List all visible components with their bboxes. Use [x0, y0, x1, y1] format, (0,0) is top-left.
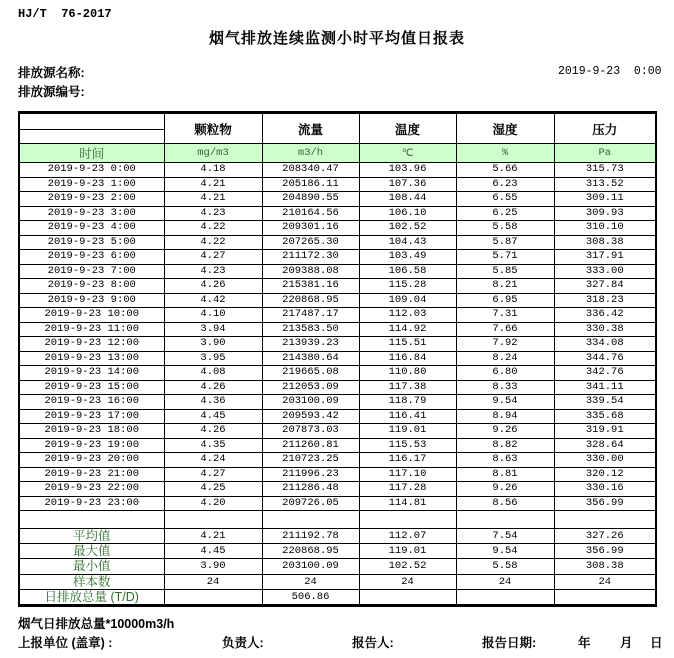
- value-cell: 7.66: [456, 322, 554, 337]
- value-cell: 203100.09: [262, 395, 359, 410]
- time-cell: 2019-9-23 20:00: [19, 453, 164, 468]
- time-cell: 2019-9-23 16:00: [19, 395, 164, 410]
- time-cell: [19, 511, 164, 529]
- value-cell: 308.38: [554, 235, 656, 250]
- value-cell: 4.24: [164, 453, 262, 468]
- value-cell: 313.52: [554, 177, 656, 192]
- value-cell: 211172.30: [262, 250, 359, 265]
- value-cell: 211286.48: [262, 482, 359, 497]
- value-cell: 215381.16: [262, 279, 359, 294]
- value-cell: 344.76: [554, 351, 656, 366]
- value-cell: 211996.23: [262, 467, 359, 482]
- value-cell: 110.80: [359, 366, 456, 381]
- time-cell: 2019-9-23 22:00: [19, 482, 164, 497]
- value-cell: 220868.95: [262, 293, 359, 308]
- value-cell: 339.54: [554, 395, 656, 410]
- value-cell: 6.95: [456, 293, 554, 308]
- time-cell: 2019-9-23 12:00: [19, 337, 164, 352]
- time-cell: 2019-9-23 19:00: [19, 438, 164, 453]
- summary-row: [19, 559, 656, 574]
- time-cell: 2019-9-23 17:00: [19, 409, 164, 424]
- value-cell: 341.11: [554, 380, 656, 395]
- value-cell: 310.10: [554, 221, 656, 236]
- time-cell: 2019-9-23 15:00: [19, 380, 164, 395]
- value-cell: 116.41: [359, 409, 456, 424]
- table-row: [19, 438, 656, 453]
- value-cell: 116.17: [359, 453, 456, 468]
- value-cell: 8.56: [456, 496, 554, 511]
- time-cell: 2019-9-23 9:00: [19, 293, 164, 308]
- value-cell: 319.91: [554, 424, 656, 439]
- table-row: [19, 467, 656, 482]
- summary-label: 最大值: [19, 544, 164, 559]
- value-cell: 9.54: [456, 544, 554, 559]
- time-cell: 2019-9-23 21:00: [19, 467, 164, 482]
- value-cell: 6.23: [456, 177, 554, 192]
- value-cell: 5.87: [456, 235, 554, 250]
- table-row: [19, 409, 656, 424]
- value-cell: 5.58: [456, 559, 554, 574]
- value-cell: 327.84: [554, 279, 656, 294]
- value-cell: 8.82: [456, 438, 554, 453]
- summary-row: [19, 589, 656, 605]
- summary-label: 日排放总量 (T/D): [19, 589, 164, 605]
- value-cell: 119.01: [359, 544, 456, 559]
- value-cell: 24: [554, 574, 656, 589]
- value-cell: 4.08: [164, 366, 262, 381]
- standard-code: HJ/T 76-2017: [18, 7, 112, 21]
- value-cell: 3.94: [164, 322, 262, 337]
- value-cell: 4.36: [164, 395, 262, 410]
- value-cell: 104.43: [359, 235, 456, 250]
- value-cell: [164, 589, 262, 605]
- value-cell: 4.23: [164, 264, 262, 279]
- report-unit-label: 上报单位 (盖章) :: [18, 636, 113, 650]
- value-cell: 115.51: [359, 337, 456, 352]
- table-row: [19, 482, 656, 497]
- table-row: [19, 293, 656, 308]
- value-cell: 8.24: [456, 351, 554, 366]
- value-cell: 6.80: [456, 366, 554, 381]
- value-cell: 308.38: [554, 559, 656, 574]
- report-datetime: 2019-9-23 0:00: [558, 65, 662, 78]
- table-row: [19, 337, 656, 352]
- value-cell: 209301.16: [262, 221, 359, 236]
- value-cell: 210164.56: [262, 206, 359, 221]
- value-cell: 315.73: [554, 163, 656, 178]
- col-header-flow: 流量: [262, 113, 359, 144]
- value-cell: 7.92: [456, 337, 554, 352]
- time-cell: 2019-9-23 14:00: [19, 366, 164, 381]
- value-cell: 102.52: [359, 221, 456, 236]
- value-cell: 119.01: [359, 424, 456, 439]
- table-row: [19, 322, 656, 337]
- value-cell: 106.10: [359, 206, 456, 221]
- value-cell: [164, 511, 262, 529]
- value-cell: 8.94: [456, 409, 554, 424]
- value-cell: 330.38: [554, 322, 656, 337]
- value-cell: 335.68: [554, 409, 656, 424]
- value-cell: 205186.11: [262, 177, 359, 192]
- value-cell: 9.54: [456, 395, 554, 410]
- source-name-label: 排放源名称:: [18, 66, 85, 80]
- table-row: [19, 308, 656, 323]
- value-cell: 309.11: [554, 192, 656, 207]
- value-cell: [554, 589, 656, 605]
- value-cell: 327.26: [554, 529, 656, 544]
- time-cell: 2019-9-23 5:00: [19, 235, 164, 250]
- value-cell: 333.00: [554, 264, 656, 279]
- table-row: [19, 366, 656, 381]
- value-cell: 3.90: [164, 559, 262, 574]
- value-cell: 103.96: [359, 163, 456, 178]
- value-cell: 115.28: [359, 279, 456, 294]
- value-cell: 107.36: [359, 177, 456, 192]
- value-cell: 117.28: [359, 482, 456, 497]
- table-row: [19, 206, 656, 221]
- value-cell: 8.33: [456, 380, 554, 395]
- value-cell: 9.26: [456, 424, 554, 439]
- value-cell: 5.66: [456, 163, 554, 178]
- time-cell: 2019-9-23 11:00: [19, 322, 164, 337]
- value-cell: [456, 589, 554, 605]
- value-cell: 24: [359, 574, 456, 589]
- value-cell: 7.31: [456, 308, 554, 323]
- value-cell: 334.08: [554, 337, 656, 352]
- value-cell: [359, 589, 456, 605]
- value-cell: 213939.23: [262, 337, 359, 352]
- value-cell: 210723.25: [262, 453, 359, 468]
- unit-particulate: mg/m3: [164, 144, 262, 163]
- value-cell: 4.27: [164, 250, 262, 265]
- value-cell: 4.21: [164, 192, 262, 207]
- table-row: [19, 351, 656, 366]
- value-cell: 103.49: [359, 250, 456, 265]
- month-label: 月: [620, 636, 633, 650]
- value-cell: 116.84: [359, 351, 456, 366]
- value-cell: 342.76: [554, 366, 656, 381]
- value-cell: 318.23: [554, 293, 656, 308]
- unit-temperature: ℃: [359, 144, 456, 163]
- table-row: [19, 235, 656, 250]
- table-row: [19, 380, 656, 395]
- col-header-pressure: 压力: [554, 113, 656, 144]
- table-row: [19, 221, 656, 236]
- value-cell: 211192.78: [262, 529, 359, 544]
- value-cell: 112.03: [359, 308, 456, 323]
- value-cell: 114.92: [359, 322, 456, 337]
- value-cell: 4.20: [164, 496, 262, 511]
- value-cell: 4.21: [164, 177, 262, 192]
- value-cell: 4.25: [164, 482, 262, 497]
- source-code-label: 排放源编号:: [18, 85, 85, 99]
- value-cell: [456, 511, 554, 529]
- value-cell: 220868.95: [262, 544, 359, 559]
- day-label: 日: [650, 636, 663, 650]
- value-cell: 112.07: [359, 529, 456, 544]
- unit-flow: m3/h: [262, 144, 359, 163]
- table-row: [19, 163, 656, 178]
- table-row: [19, 496, 656, 511]
- time-cell: 2019-9-23 7:00: [19, 264, 164, 279]
- value-cell: 209726.05: [262, 496, 359, 511]
- value-cell: 212053.09: [262, 380, 359, 395]
- value-cell: 4.22: [164, 221, 262, 236]
- value-cell: 203100.09: [262, 559, 359, 574]
- page-title: 烟气排放连续监测小时平均值日报表: [208, 30, 465, 47]
- value-cell: 330.00: [554, 453, 656, 468]
- summary-label: 样本数: [19, 574, 164, 589]
- time-cell: 2019-9-23 13:00: [19, 351, 164, 366]
- table-row: [19, 395, 656, 410]
- value-cell: 213583.50: [262, 322, 359, 337]
- table-row: [19, 250, 656, 265]
- value-cell: 24: [456, 574, 554, 589]
- time-cell: 2019-9-23 23:00: [19, 496, 164, 511]
- value-cell: 207265.30: [262, 235, 359, 250]
- value-cell: 109.04: [359, 293, 456, 308]
- value-cell: 209388.08: [262, 264, 359, 279]
- value-cell: 9.26: [456, 482, 554, 497]
- time-cell: 2019-9-23 6:00: [19, 250, 164, 265]
- time-header-spacer: [19, 113, 164, 144]
- value-cell: 4.18: [164, 163, 262, 178]
- value-cell: 24: [164, 574, 262, 589]
- column-header-row: [19, 113, 656, 144]
- value-cell: 102.52: [359, 559, 456, 574]
- unit-humidity: %: [456, 144, 554, 163]
- value-cell: 217487.17: [262, 308, 359, 323]
- summary-row: [19, 529, 656, 544]
- value-cell: 4.26: [164, 380, 262, 395]
- year-label: 年: [578, 636, 591, 650]
- value-cell: 108.44: [359, 192, 456, 207]
- value-cell: 309.93: [554, 206, 656, 221]
- table-row: [19, 453, 656, 468]
- daily-total-note: 烟气日排放总量*10000m3/h: [18, 617, 175, 631]
- value-cell: 5.85: [456, 264, 554, 279]
- col-header-temperature: 温度: [359, 113, 456, 144]
- manager-label: 负责人:: [222, 636, 264, 650]
- spacer-row: [19, 511, 656, 529]
- summary-label: 最小值: [19, 559, 164, 574]
- value-cell: 106.58: [359, 264, 456, 279]
- value-cell: 207873.03: [262, 424, 359, 439]
- value-cell: 4.27: [164, 467, 262, 482]
- time-header: 时间: [19, 144, 164, 163]
- value-cell: 356.99: [554, 544, 656, 559]
- value-cell: 4.10: [164, 308, 262, 323]
- time-cell: 2019-9-23 0:00: [19, 163, 164, 178]
- value-cell: 330.16: [554, 482, 656, 497]
- report-date-label: 报告日期:: [482, 636, 537, 650]
- value-cell: 219665.08: [262, 366, 359, 381]
- value-cell: 4.35: [164, 438, 262, 453]
- value-cell: 214380.64: [262, 351, 359, 366]
- value-cell: [262, 511, 359, 529]
- table-row: [19, 177, 656, 192]
- value-cell: 6.25: [456, 206, 554, 221]
- unit-pressure: Pa: [554, 144, 656, 163]
- value-cell: 208340.47: [262, 163, 359, 178]
- table-row: [19, 424, 656, 439]
- col-header-particulate: 颗粒物: [164, 113, 262, 144]
- value-cell: 8.81: [456, 467, 554, 482]
- value-cell: 117.38: [359, 380, 456, 395]
- value-cell: 7.54: [456, 529, 554, 544]
- time-cell: 2019-9-23 2:00: [19, 192, 164, 207]
- time-cell: 2019-9-23 8:00: [19, 279, 164, 294]
- value-cell: [359, 511, 456, 529]
- value-cell: 4.22: [164, 235, 262, 250]
- summary-label: 平均值: [19, 529, 164, 544]
- value-cell: 115.53: [359, 438, 456, 453]
- summary-row: [19, 574, 656, 589]
- value-cell: 4.21: [164, 529, 262, 544]
- value-cell: [554, 511, 656, 529]
- time-cell: 2019-9-23 4:00: [19, 221, 164, 236]
- table-row: [19, 192, 656, 207]
- value-cell: 356.99: [554, 496, 656, 511]
- value-cell: 6.55: [456, 192, 554, 207]
- value-cell: 118.79: [359, 395, 456, 410]
- time-cell: 2019-9-23 3:00: [19, 206, 164, 221]
- value-cell: 506.86: [262, 589, 359, 605]
- value-cell: 328.64: [554, 438, 656, 453]
- summary-row: [19, 544, 656, 559]
- value-cell: 4.26: [164, 424, 262, 439]
- time-cell: 2019-9-23 10:00: [19, 308, 164, 323]
- value-cell: 4.45: [164, 409, 262, 424]
- value-cell: 24: [262, 574, 359, 589]
- value-cell: 8.21: [456, 279, 554, 294]
- table-row: [19, 279, 656, 294]
- value-cell: 3.90: [164, 337, 262, 352]
- value-cell: 320.12: [554, 467, 656, 482]
- col-header-humidity: 湿度: [456, 113, 554, 144]
- value-cell: 4.45: [164, 544, 262, 559]
- value-cell: 114.81: [359, 496, 456, 511]
- value-cell: 336.42: [554, 308, 656, 323]
- time-cell: 2019-9-23 18:00: [19, 424, 164, 439]
- hourly-average-table: [18, 111, 657, 607]
- value-cell: 4.42: [164, 293, 262, 308]
- value-cell: 204890.55: [262, 192, 359, 207]
- value-cell: 211260.81: [262, 438, 359, 453]
- unit-header-row: [19, 144, 656, 163]
- value-cell: 117.10: [359, 467, 456, 482]
- value-cell: 5.71: [456, 250, 554, 265]
- value-cell: 3.95: [164, 351, 262, 366]
- value-cell: 4.23: [164, 206, 262, 221]
- value-cell: 4.26: [164, 279, 262, 294]
- reporter-label: 报告人:: [352, 636, 394, 650]
- value-cell: 5.58: [456, 221, 554, 236]
- value-cell: 317.91: [554, 250, 656, 265]
- table-row: [19, 264, 656, 279]
- value-cell: 209593.42: [262, 409, 359, 424]
- value-cell: 8.63: [456, 453, 554, 468]
- time-cell: 2019-9-23 1:00: [19, 177, 164, 192]
